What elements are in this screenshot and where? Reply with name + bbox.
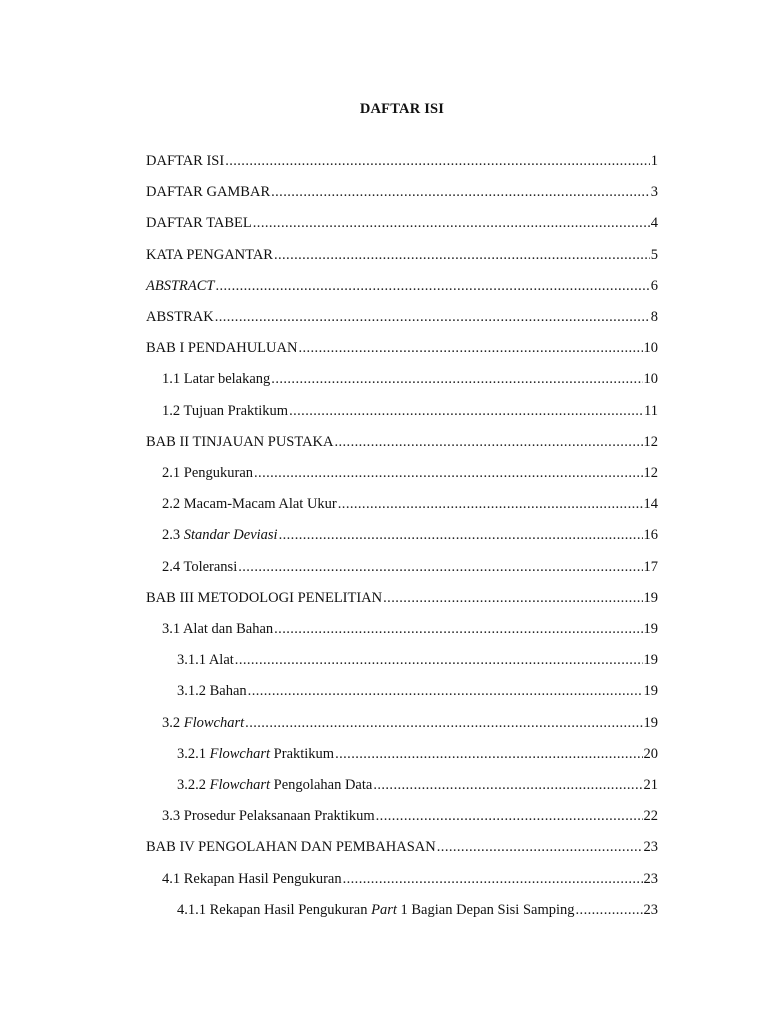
toc-entry [162, 619, 658, 639]
toc-label-part: BAB II TINJAUAN PUSTAKA [146, 433, 334, 450]
dot-leader [343, 869, 643, 889]
dot-leader [248, 681, 643, 701]
toc-entry-label [162, 401, 288, 421]
toc-entry [162, 806, 658, 826]
dot-leader [271, 182, 650, 202]
toc-label-part: DAFTAR GAMBAR [146, 184, 271, 201]
toc-label-part: 2.4 Toleransi [162, 558, 238, 575]
dot-leader [376, 806, 643, 826]
toc-entry [146, 588, 658, 608]
toc-page-number: 19 [643, 683, 658, 700]
dot-leader [253, 213, 650, 233]
toc-page-number: 12 [643, 465, 658, 481]
dot-leader [271, 369, 642, 389]
toc-page-number: 19 [643, 652, 658, 669]
dot-leader [215, 276, 649, 296]
page-title: DAFTAR ISI [359, 101, 445, 117]
toc-page-number: 1 [650, 153, 658, 169]
toc-label-part: 1.1 Latar belakang [162, 371, 271, 388]
dot-leader [334, 432, 642, 452]
toc-label-italic-part: Part [371, 901, 397, 918]
toc-label-italic-part: Flowchart [183, 714, 245, 731]
toc-entry-label [162, 557, 237, 577]
toc-label-part: 1 Bagian Depan Sisi Samping [396, 901, 575, 918]
toc-label-part: Pengolahan Data [270, 777, 373, 793]
toc-entry-label [162, 713, 244, 733]
dot-leader [335, 744, 642, 764]
toc-label-part: DAFTAR ISI [146, 153, 225, 169]
dot-leader [298, 338, 642, 358]
dot-leader [373, 775, 642, 795]
dot-leader [225, 151, 650, 171]
toc-entry-label [146, 432, 333, 452]
toc-entry [162, 463, 658, 483]
toc-label-part: ABSTRAK [146, 309, 214, 325]
dot-leader [274, 619, 642, 639]
toc-label-part: 3.3 Prosedur Pelaksanaan Praktikum [162, 808, 375, 825]
dot-leader [289, 401, 643, 421]
toc-page-number: 10 [643, 371, 658, 388]
toc-entry [162, 557, 658, 577]
toc-entry-label [146, 307, 214, 327]
toc-entry [146, 151, 658, 171]
toc-label-part: KATA PENGANTAR [146, 246, 273, 263]
dot-leader [338, 494, 643, 514]
toc-page-number: 4 [650, 215, 658, 232]
toc-page-number: 21 [643, 777, 658, 793]
toc-entry-label [177, 681, 247, 701]
dot-leader [235, 650, 643, 670]
toc-label-part: 3.1.2 Bahan [177, 683, 247, 700]
toc-entry [146, 432, 658, 452]
toc-entry-label [162, 369, 270, 389]
toc-label-part: 3.2.2 [177, 777, 210, 793]
toc-label-italic-part: Flowchart [209, 777, 271, 793]
toc-label-part: BAB III METODOLOGI PENELITIAN [146, 589, 383, 606]
toc-entry [177, 650, 658, 670]
toc-label-part: DAFTAR TABEL [146, 215, 252, 232]
toc-page-number: 16 [643, 527, 658, 544]
dot-leader [576, 900, 643, 920]
toc-entry [177, 900, 658, 920]
dot-leader [254, 463, 642, 483]
toc-entry-label [162, 869, 342, 889]
toc-entry-label [162, 463, 253, 483]
toc-label-part: 3.1 Alat dan Bahan [162, 621, 274, 637]
toc-entry [146, 213, 658, 233]
dot-leader [437, 837, 643, 857]
toc-page-number: 22 [643, 808, 658, 825]
dot-leader [383, 588, 642, 608]
toc-entry-label [177, 900, 575, 920]
toc-entry-label [162, 806, 375, 826]
dot-leader [245, 713, 642, 733]
toc-entry [177, 744, 658, 764]
dot-leader [279, 525, 643, 545]
toc-label-part: 4.1 Rekapan Hasil Pengukuran [162, 870, 342, 887]
toc-entry [162, 525, 658, 545]
toc-page-number: 23 [643, 839, 658, 856]
toc-entry-label [177, 650, 234, 670]
toc-page-number: 11 [644, 402, 658, 419]
toc-entry [162, 369, 658, 389]
toc-entry [146, 245, 658, 265]
toc-entry-label [162, 525, 278, 545]
toc-entry [177, 681, 658, 701]
toc-label-part: 2.1 Pengukuran [162, 465, 254, 481]
toc-label-italic-part: ABSTRACT [146, 277, 215, 294]
toc-entry [146, 276, 658, 296]
toc-entry [146, 338, 658, 358]
toc-label-part: Praktikum [270, 745, 335, 762]
toc-entry-label [146, 276, 214, 296]
toc-label-italic-part: Flowchart [209, 745, 271, 762]
toc-entry [146, 837, 658, 857]
toc-label-part: 3.2.1 [177, 745, 210, 762]
toc-entry-label [162, 619, 273, 639]
toc-entry [162, 401, 658, 421]
dot-leader [238, 557, 642, 577]
toc-entry-label [177, 775, 372, 795]
toc-page-number: 23 [643, 870, 658, 887]
toc-entry-label [146, 338, 297, 358]
toc-page-number: 5 [650, 246, 658, 263]
toc-entry-label [146, 213, 252, 233]
toc-page-number: 23 [643, 901, 658, 918]
toc-label-part: 2.3 [162, 527, 184, 544]
dot-leader [274, 245, 650, 265]
toc-label-part: 3.1.1 Alat [177, 652, 234, 669]
toc-page-number: 12 [643, 433, 658, 450]
toc-entry [162, 494, 658, 514]
toc-label-part: 4.1.1 Rekapan Hasil Pengukuran [177, 901, 372, 918]
dot-leader [215, 307, 650, 327]
toc-entry [162, 869, 658, 889]
toc-entry-label [146, 245, 273, 265]
toc-page-number: 19 [643, 621, 658, 637]
toc-entry-label [146, 151, 224, 171]
toc-page-number: 20 [643, 745, 658, 762]
toc-page-number: 17 [643, 558, 658, 575]
toc-entry-label [146, 588, 382, 608]
toc-entry [177, 775, 658, 795]
toc-entry [146, 307, 658, 327]
toc-entry-label [177, 744, 334, 764]
toc-label-part: 1.2 Tujuan Praktikum [162, 402, 289, 419]
toc-label-part: BAB IV PENGOLAHAN DAN PEMBAHASAN [146, 839, 436, 856]
toc-entry [146, 182, 658, 202]
toc-page-number: 14 [643, 496, 658, 513]
toc-page-number: 10 [643, 340, 658, 357]
toc-entry [162, 713, 658, 733]
toc-label-part: BAB I PENDAHULUAN [146, 340, 298, 357]
toc-entry-label [146, 837, 436, 857]
toc-entry-label [162, 494, 337, 514]
toc-label-italic-part: Standar Deviasi [183, 527, 278, 544]
toc-entry-label [146, 182, 270, 202]
toc-page-number: 8 [650, 309, 658, 325]
toc-page-number: 6 [650, 277, 658, 294]
toc-label-part: 3.2 [162, 714, 184, 731]
toc-page-number: 3 [650, 184, 658, 201]
toc-label-part: 2.2 Macam-Macam Alat Ukur [162, 496, 337, 513]
toc-page-number: 19 [643, 714, 658, 731]
toc-page-number: 19 [643, 589, 658, 606]
